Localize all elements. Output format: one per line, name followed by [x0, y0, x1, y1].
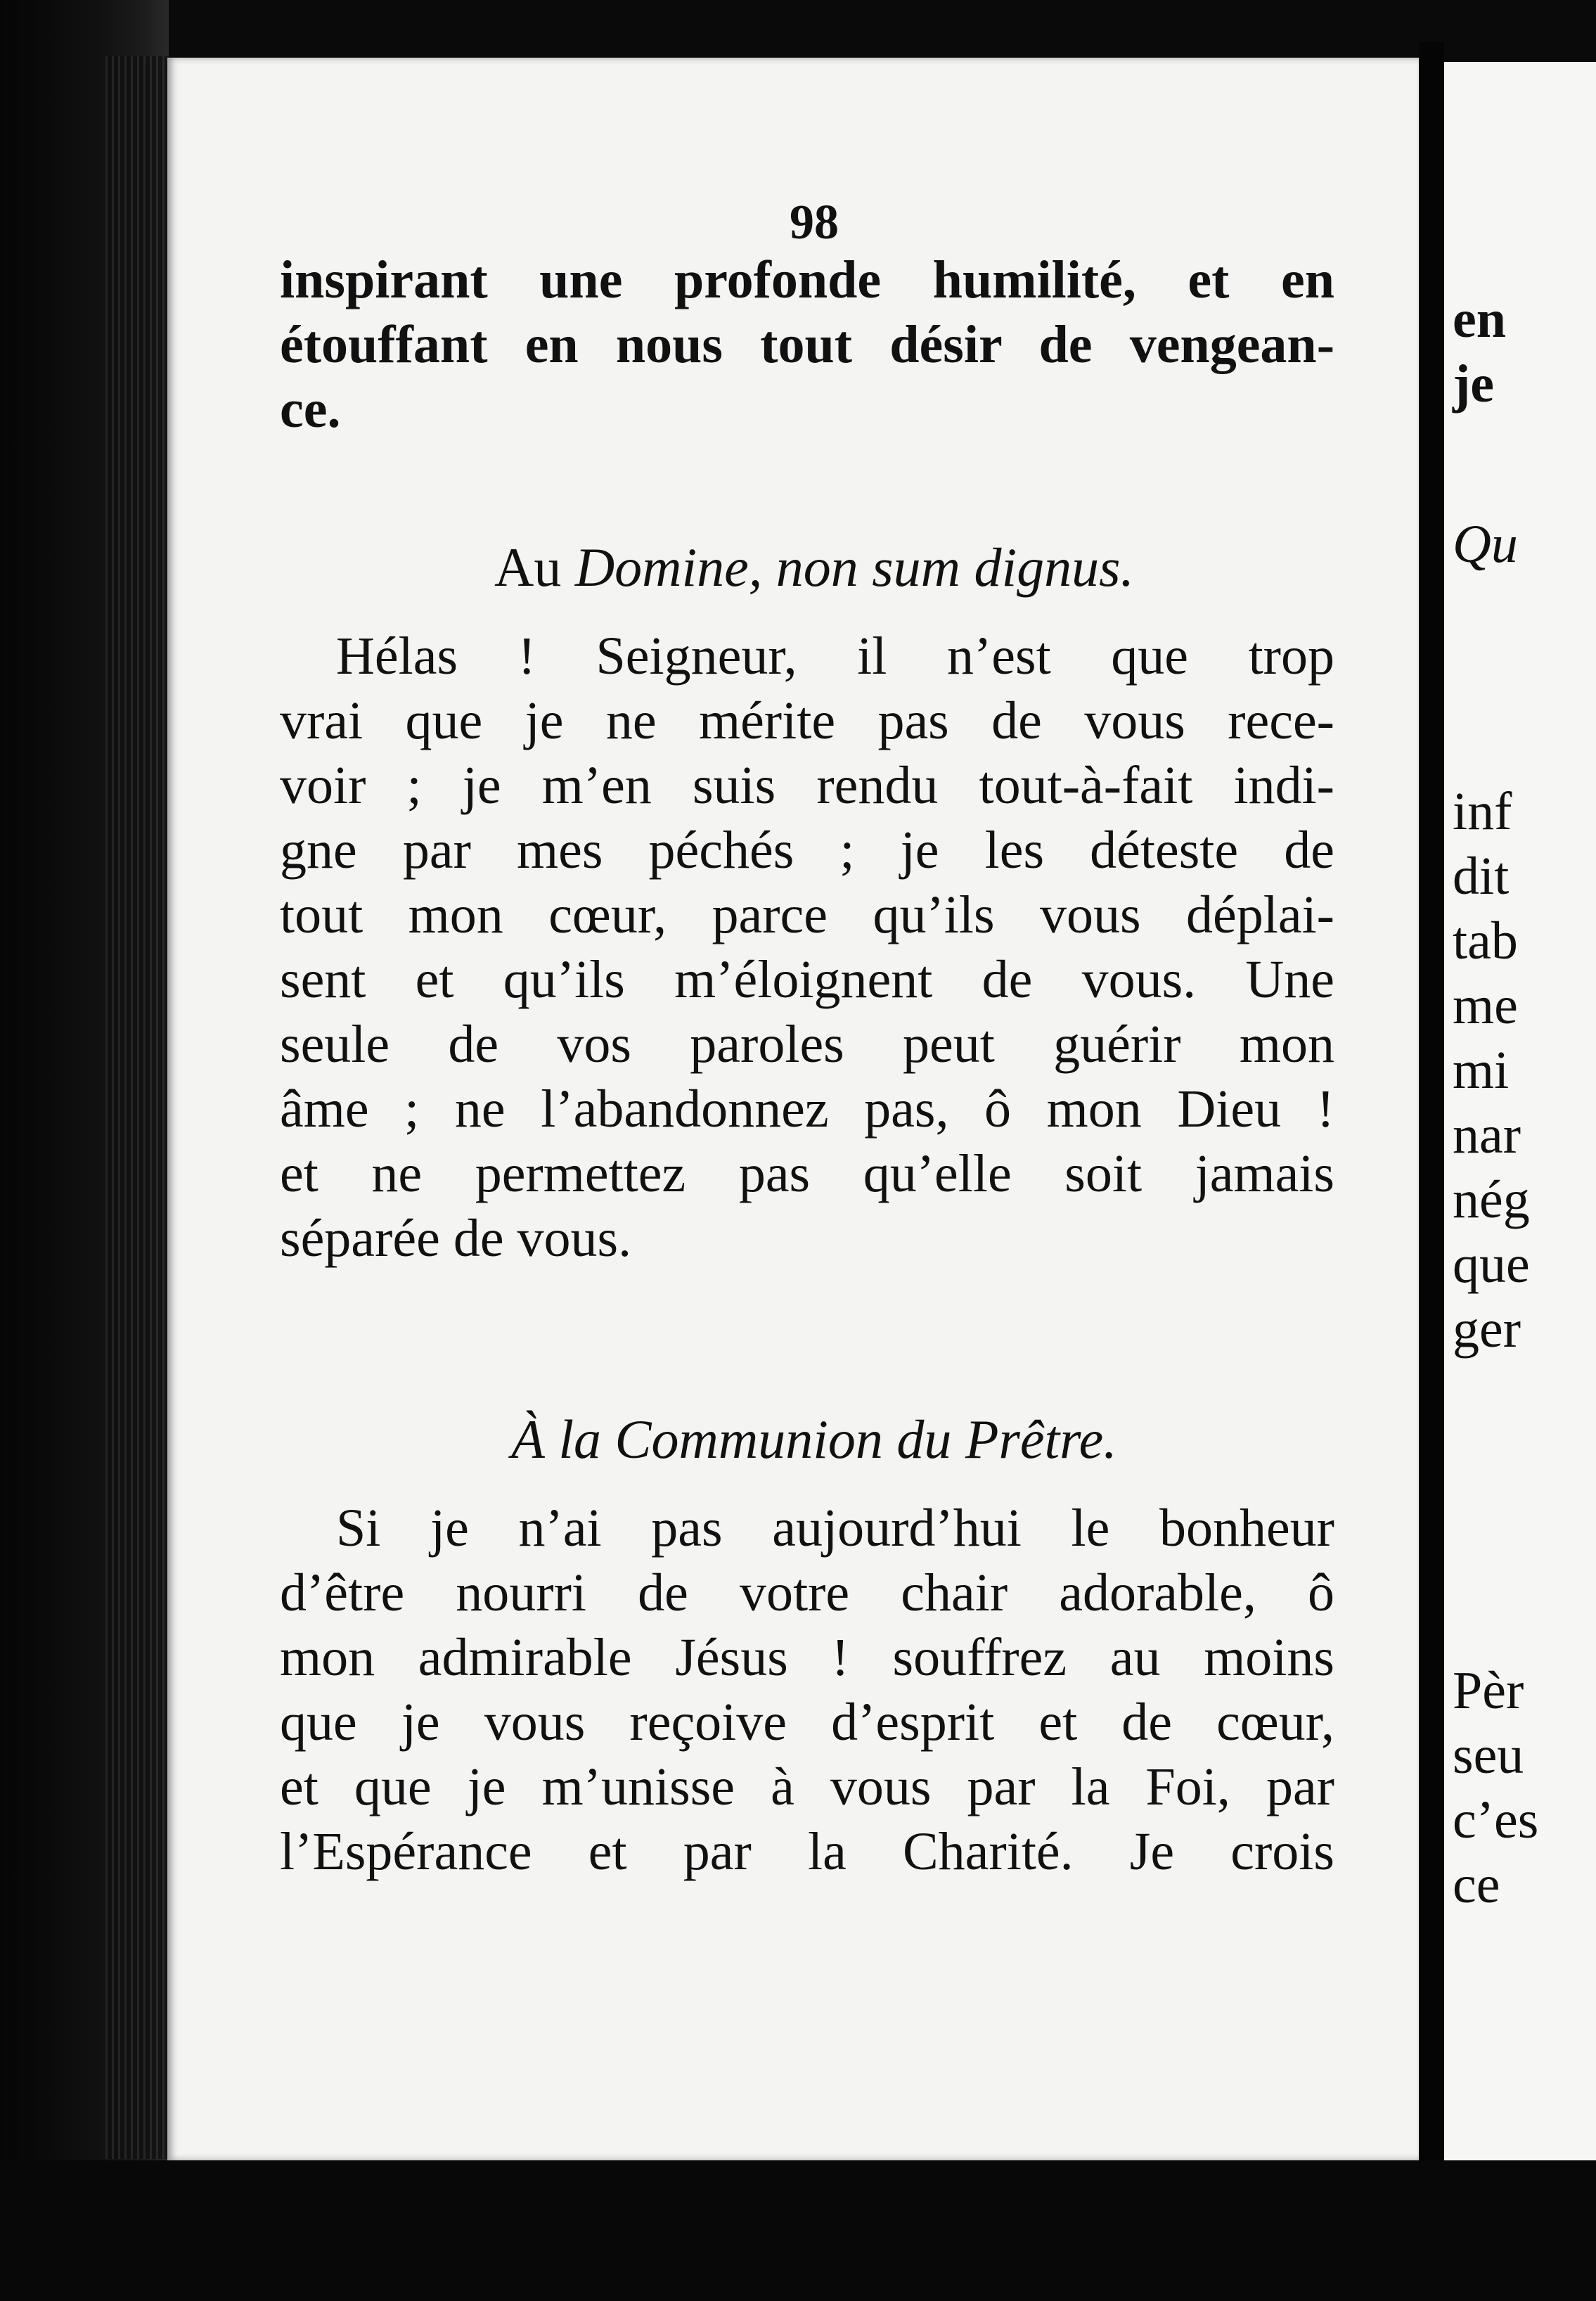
text-fragment: inf	[1453, 782, 1512, 841]
heading-prefix: Au	[494, 537, 575, 598]
text-line: voir ; je m’en suis rendu tout-à-fait indi-	[280, 756, 1334, 815]
text-line: ce.	[280, 380, 341, 439]
text-line: étouffant en nous tout désir de vengean-	[280, 315, 1334, 374]
text-line: vrai que je ne mérite pas de vous rece-	[280, 691, 1334, 750]
page-number: 98	[790, 196, 839, 250]
text-fragment: me	[1453, 976, 1518, 1035]
text-fragment: dit	[1453, 847, 1510, 906]
right-fragment-2	[1453, 512, 1596, 577]
heading-text: À la Communion du Prêtre.	[511, 1409, 1117, 1470]
page-edges	[105, 56, 169, 2159]
paragraph-3	[280, 1496, 1334, 1884]
text-line: et ne permettez pas qu’elle soit jamais	[280, 1144, 1334, 1203]
text-line: Si je n’ai pas aujourd’hui le bonheur	[336, 1499, 1334, 1558]
text-fragment: c’es	[1453, 1790, 1539, 1850]
text-fragment: tab	[1453, 911, 1518, 970]
text-line: que je vous reçoive d’esprit et de cœur,	[280, 1693, 1334, 1752]
right-fragment-3	[1453, 779, 1596, 1361]
text-fragment: ger	[1453, 1300, 1521, 1359]
text-fragment: mi	[1453, 1041, 1510, 1100]
right-page	[1444, 62, 1596, 2165]
text-line: et que je m’unisse à vous par la Foi, par	[280, 1757, 1334, 1816]
heading-latin: Domine, non sum dignus.	[574, 537, 1134, 598]
text-line: Hélas ! Seigneur, il n’est que trop	[336, 627, 1334, 686]
text-line: inspirant une profonde humilité, et en	[280, 250, 1334, 309]
text-line: séparée de vous.	[280, 1209, 632, 1268]
text-fragment: que	[1453, 1235, 1530, 1294]
right-fragment-1	[1453, 287, 1596, 416]
text-line: sent et qu’ils m’éloignent de vous. Une	[280, 950, 1334, 1009]
text-fragment: Qu	[1453, 515, 1518, 574]
section-heading-communion	[167, 1408, 1419, 1471]
text-fragment: seu	[1453, 1726, 1524, 1785]
text-fragment: ce	[1453, 1855, 1500, 1914]
text-line: seule de vos paroles peut guérir mon	[280, 1015, 1334, 1074]
text-line: mon admirable Jésus ! souffrez au moins	[280, 1628, 1334, 1687]
text-line: gne par mes péchés ; je les déteste de	[280, 821, 1334, 880]
text-line: d’être nourri de votre chair adorable, ô	[280, 1563, 1334, 1622]
section-heading-domine	[167, 536, 1419, 599]
text-fragment: je	[1453, 354, 1495, 414]
text-fragment: nég	[1453, 1170, 1530, 1229]
left-page	[167, 58, 1419, 2160]
text-fragment: Pèr	[1453, 1661, 1524, 1720]
paragraph-2	[280, 624, 1334, 1271]
text-fragment: nar	[1453, 1105, 1521, 1165]
book-binding	[0, 0, 169, 2301]
scan-background	[0, 2160, 1596, 2301]
text-line: tout mon cœur, parce qu’ils vous déplai-	[280, 885, 1334, 944]
right-fragment-4	[1453, 1658, 1596, 1917]
paragraph-1	[280, 248, 1334, 442]
text-line: l’Espérance et par la Charité. Je crois	[280, 1822, 1334, 1881]
text-line: âme ; ne l’abandonnez pas, ô mon Dieu !	[280, 1079, 1334, 1139]
book-gutter	[1419, 42, 1444, 2180]
text-fragment: en	[1453, 290, 1506, 349]
